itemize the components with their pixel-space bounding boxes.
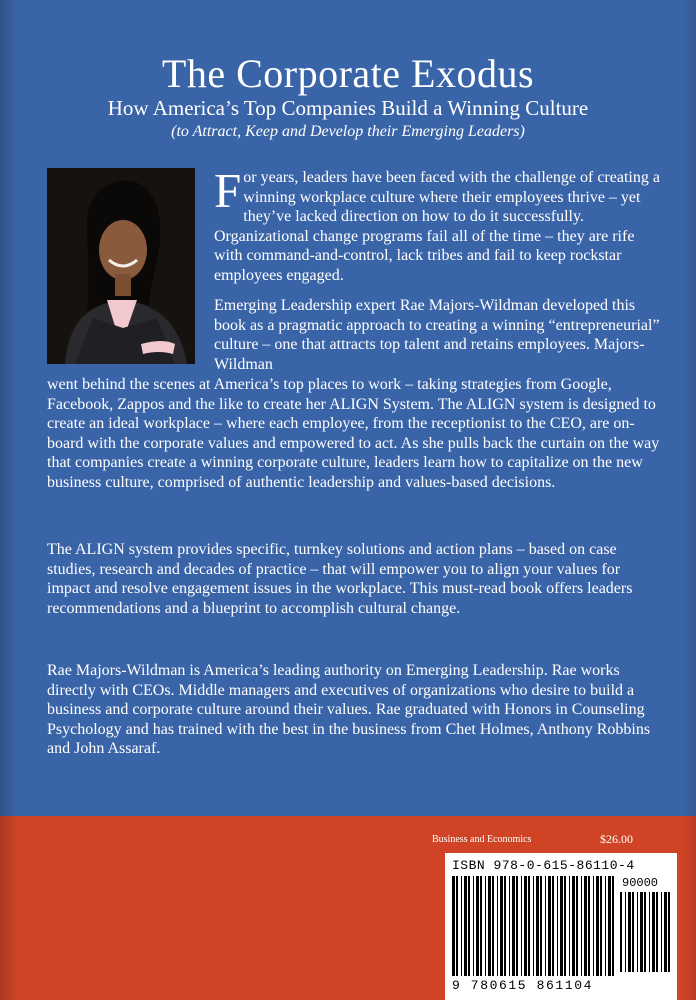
price-code-barcode <box>620 892 670 972</box>
barcode-bar <box>576 876 578 976</box>
barcode-bar <box>600 876 602 976</box>
barcode-bar <box>628 892 631 972</box>
barcode-bar <box>521 876 522 976</box>
barcode-bar <box>581 876 582 976</box>
barcode-bar <box>509 876 510 976</box>
barcode-bar <box>649 892 650 972</box>
description-paragraph-1-text: or years, leaders have been faced with the challenge of creating a winning workplace culture where their employees thrive – yet they’ve lacked direction on how to do it successfully. Organizational change programs fail all of the time – they are rife with command-and-control, lack tribes and fail to keep rockstar employees engaged. <box>214 169 660 284</box>
spine-shadow <box>0 0 18 1000</box>
barcode-bar <box>480 876 482 976</box>
edge-shadow <box>682 0 696 1000</box>
barcode-bar <box>593 876 594 976</box>
barcode-bar <box>608 876 611 976</box>
ean-number: 9 780615 861104 <box>452 978 594 993</box>
ean-barcode <box>452 876 616 976</box>
barcode-bar <box>569 876 570 976</box>
book-category: Business and Economics <box>432 834 532 845</box>
book-subtitle: How America’s Top Companies Build a Winning Culture <box>107 96 589 120</box>
barcode-bar <box>596 876 599 976</box>
barcode-bar <box>625 892 626 972</box>
barcode-bar <box>664 892 667 972</box>
barcode-bar <box>588 876 590 976</box>
barcode-bar <box>468 876 470 976</box>
barcode-bar <box>668 892 670 972</box>
barcode-bar <box>584 876 587 976</box>
book-price: $26.00 <box>600 832 633 846</box>
barcode-bar <box>632 892 634 972</box>
barcode-bar <box>524 876 527 976</box>
book-title: The Corporate Exodus <box>161 51 535 96</box>
barcode-bar <box>644 892 646 972</box>
barcode-bar <box>516 876 518 976</box>
barcode-bar <box>528 876 530 976</box>
barcode-bar <box>512 876 515 976</box>
barcode-bar <box>620 892 622 972</box>
barcode-bar <box>452 876 455 976</box>
barcode-bar <box>500 876 503 976</box>
barcode-bar <box>536 876 539 976</box>
barcode-bar <box>640 892 643 972</box>
barcode-bar <box>504 876 506 976</box>
barcode-bar <box>485 876 486 976</box>
barcode-bar <box>572 876 575 976</box>
barcode-bar <box>560 876 563 976</box>
barcode-bar <box>656 892 658 972</box>
barcode-bar <box>476 876 479 976</box>
description-paragraph-2-continued: went behind the scenes at America’s top places to work – taking strategies from Google, Facebook, Zappos and the like to create her ALIGN System. The ALIGN system is designed to create an ideal workplace – where each employee, from the receptionist to the CEO, are on-board with the corporate values and empowered to act. As she pulls back the curtain on the way that companies create a winning corporate culture, leaders learn how to capitalize on the new business culture, comprised of authentic leadership and values-based decisions. <box>47 376 660 491</box>
barcode-bar <box>612 876 614 976</box>
barcode-bar <box>461 876 462 976</box>
barcode-bar <box>652 892 655 972</box>
barcode-bar <box>540 876 542 976</box>
barcode-bar <box>545 876 546 976</box>
barcode-bar <box>456 876 458 976</box>
barcode-bar <box>464 876 467 976</box>
barcode-bar <box>661 892 662 972</box>
barcode-bar <box>533 876 534 976</box>
barcode-bar <box>473 876 474 976</box>
author-portrait-illustration <box>47 168 195 364</box>
barcode-bar <box>492 876 494 976</box>
description-paragraph-2-start: Emerging Leadership expert Rae Majors-Wildman developed this book as a pragmatic approach to creating a winning “entrepreneurial” culture – one that attracts top talent and retains employees. Majors-Wildman <box>214 297 660 373</box>
author-photo <box>47 168 195 364</box>
book-tagline: (to Attract, Keep and Develop their Emerging Leaders) <box>171 123 525 140</box>
barcode-bar <box>488 876 491 976</box>
description-paragraph-3: The ALIGN system provides specific, turnkey solutions and action plans – based on case studies, research and decades of practice – that will empower you to align your values for impact and resolve engagement issues in the workplace. This must-read book offers leaders recommendations and a blueprint to accomplish cultural change. <box>47 541 633 617</box>
barcode-bar <box>548 876 551 976</box>
barcode-bar <box>497 876 498 976</box>
barcode-bar <box>605 876 606 976</box>
drop-cap: F <box>214 163 242 218</box>
barcode-bar <box>564 876 566 976</box>
author-bio-paragraph: Rae Majors-Wildman is America’s leading authority on Emerging Leadership. Rae works directly with CEOs. Middle managers and executives of organizations who desire to build a business and corporate culture around their values. Rae graduated with Honors in Counseling Psychology and has trained with the best in the business from Chet Holmes, Anthony Robbins and John Assaraf. <box>47 662 651 758</box>
description-paragraph-1 <box>214 163 664 286</box>
price-code-label: 90000 <box>622 876 659 890</box>
barcode-bar <box>557 876 558 976</box>
barcode-bar <box>637 892 638 972</box>
barcode-bar <box>552 876 554 976</box>
isbn-label: ISBN 978-0-615-86110-4 <box>452 858 635 873</box>
